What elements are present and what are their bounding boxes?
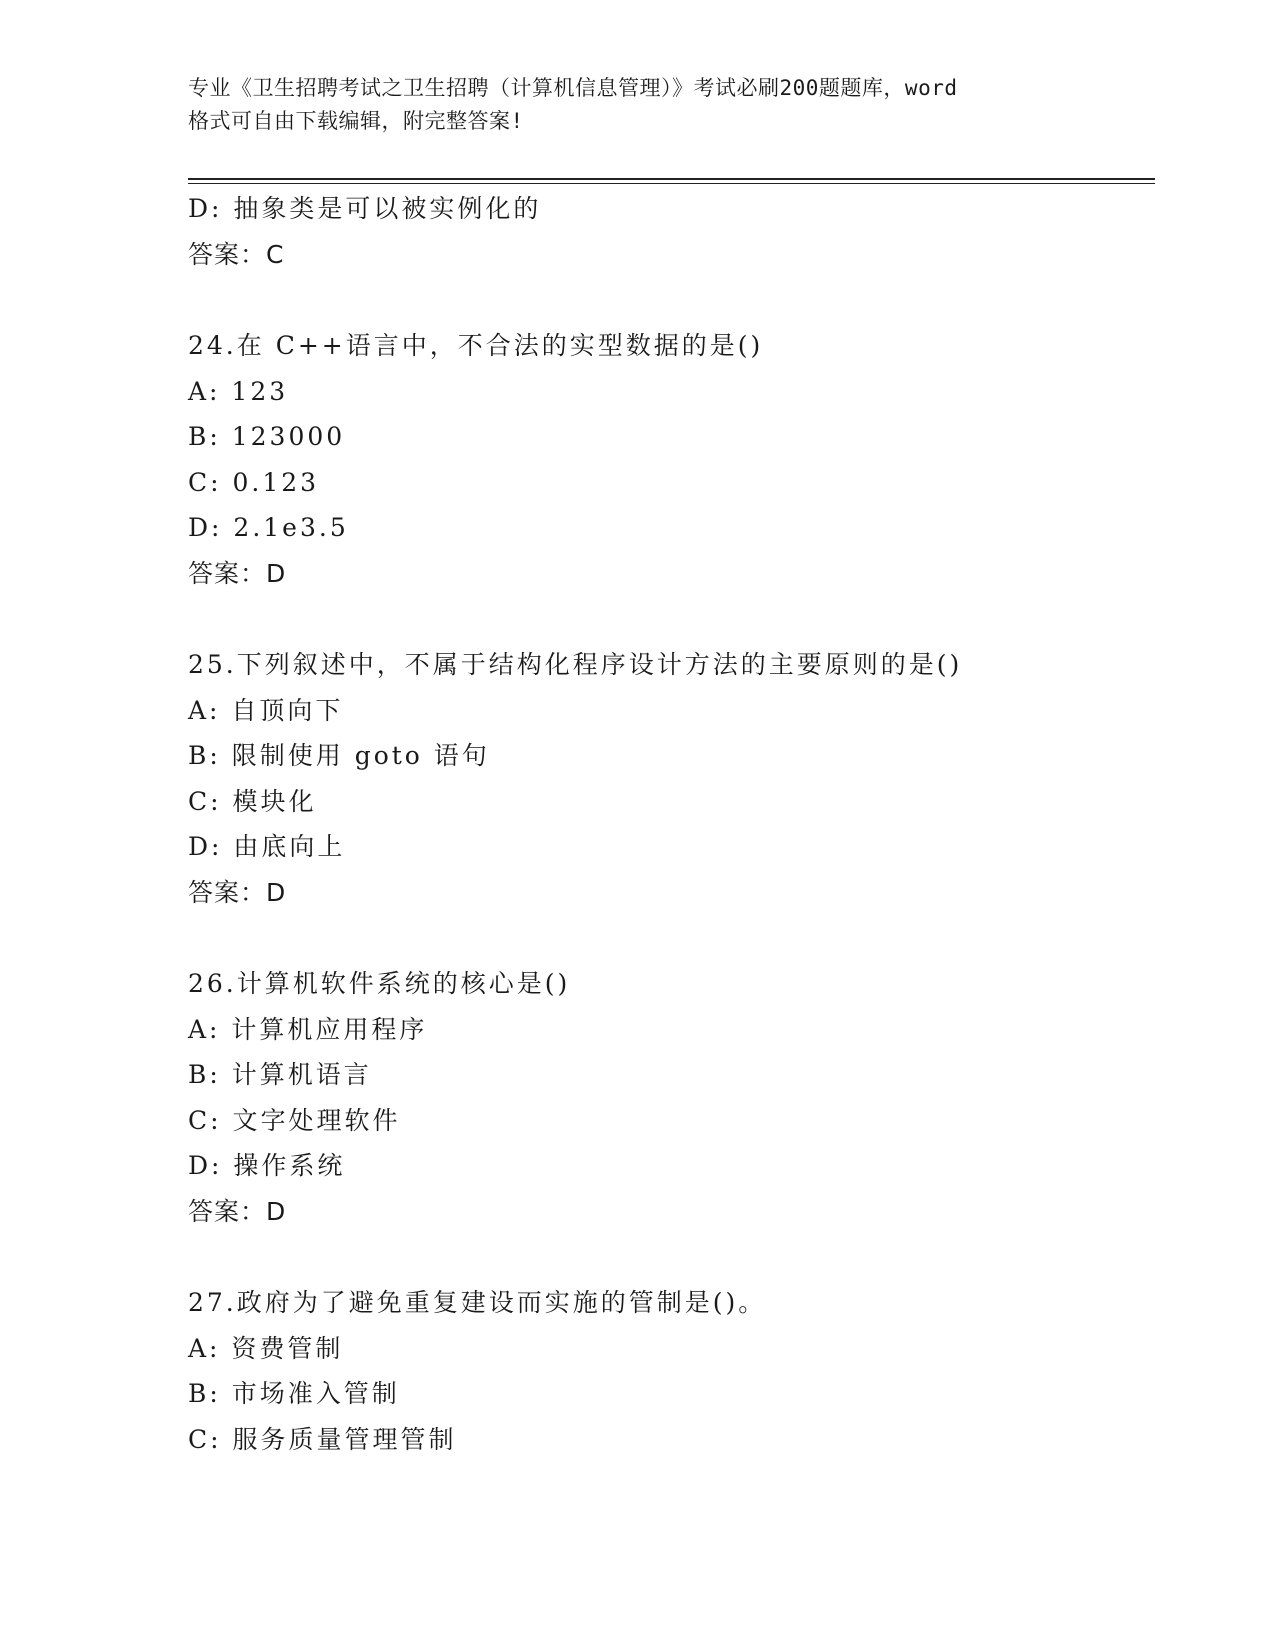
question-stem: 26.计算机软件系统的核心是()	[188, 969, 571, 998]
option-b: B: 限制使用 goto 语句	[188, 741, 490, 770]
option-b: B: 计算机语言	[188, 1060, 372, 1089]
document-header	[188, 72, 1088, 138]
option-a: A: 123	[188, 376, 289, 406]
header-title-line-1: 专业《卫生招聘考试之卫生招聘（计算机信息管理）》考试必刷200题题库，word	[188, 76, 958, 100]
option-d: D: 由底向上	[188, 832, 346, 861]
option-d: D: 抽象类是可以被实例化的	[188, 194, 542, 223]
option-c: C: 文字处理软件	[188, 1105, 401, 1135]
option-c: C: 模块化	[188, 786, 317, 816]
option-c: C: 0.123	[188, 467, 320, 497]
option-a: A: 资费管制	[188, 1333, 344, 1363]
spacer	[188, 1234, 1155, 1280]
header-title-line-2: 格式可自由下载编辑，附完整答案!	[188, 109, 524, 133]
option-b: B: 市场准入管制	[188, 1379, 400, 1408]
header-divider-thick	[188, 178, 1155, 180]
question-26	[188, 961, 1155, 1234]
question-24	[188, 323, 1155, 596]
answer-line: 答案：D	[188, 877, 287, 907]
option-b: B: 123000	[188, 422, 346, 451]
spacer	[188, 596, 1155, 642]
option-a: A: 计算机应用程序	[188, 1014, 428, 1044]
option-d: D: 操作系统	[188, 1151, 346, 1180]
header-divider-thin	[188, 183, 1155, 184]
spacer	[188, 277, 1155, 323]
question-23-tail	[188, 186, 1155, 277]
question-stem: 24.在 C++语言中，不合法的实型数据的是()	[188, 331, 764, 360]
question-list	[188, 186, 1155, 1462]
question-27	[188, 1280, 1155, 1462]
option-d: D: 2.1e3.5	[188, 513, 349, 542]
option-a: A: 自顶向下	[188, 695, 344, 725]
answer-line: 答案：D	[188, 558, 287, 588]
question-25	[188, 642, 1155, 915]
answer-line: 答案：C	[188, 239, 285, 269]
question-stem: 27.政府为了避免重复建设而实施的管制是()。	[188, 1288, 767, 1317]
answer-line: 答案：D	[188, 1196, 287, 1226]
option-c: C: 服务质量管理管制	[188, 1424, 457, 1454]
spacer	[188, 915, 1155, 961]
question-stem: 25.下列叙述中，不属于结构化程序设计方法的主要原则的是()	[188, 650, 963, 679]
